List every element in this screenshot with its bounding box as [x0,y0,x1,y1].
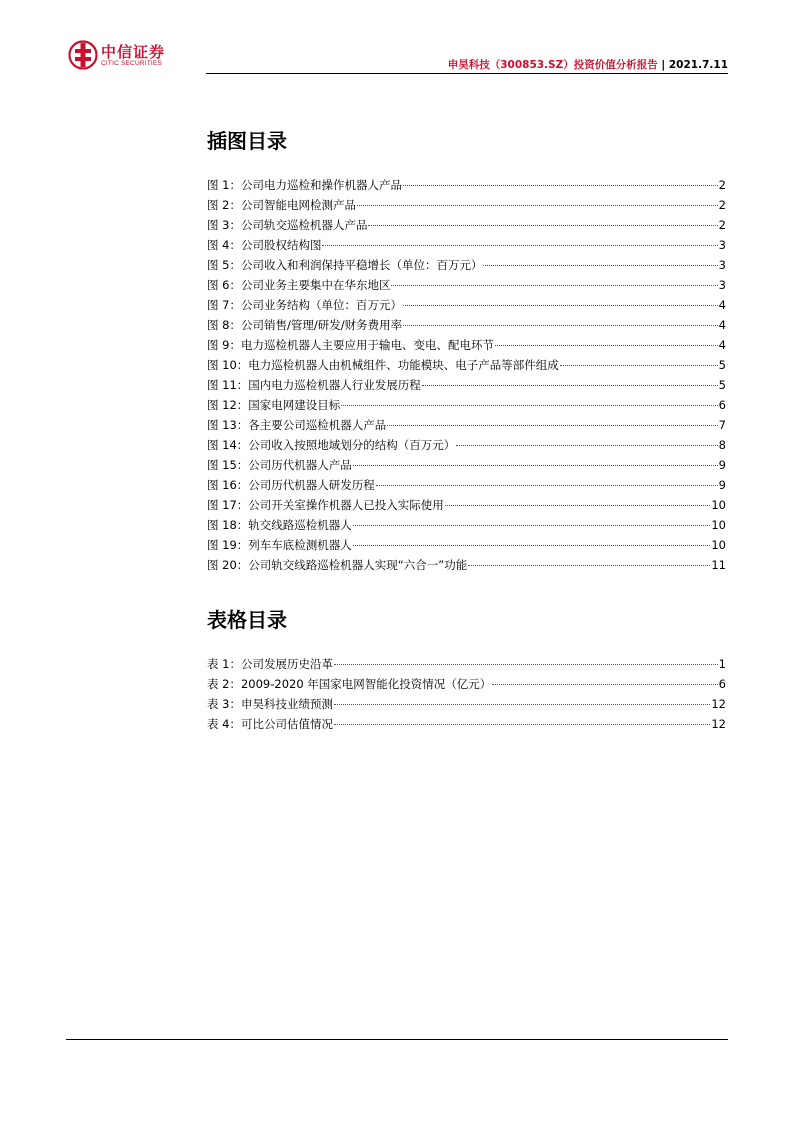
toc-entry-label: 图 15：公司历代机器人产品 [207,458,352,472]
toc-entry-page: 3 [718,238,726,252]
toc-entry[interactable] [207,277,726,297]
toc-entry[interactable] [207,457,726,477]
toc-entry-label: 图 18：轨交线路巡检机器人 [207,518,352,532]
toc-dot-leader [445,504,711,506]
toc-entry-label: 图 4：公司股权结构图 [207,238,322,252]
toc-dot-leader [468,564,710,566]
toc-dot-leader [387,424,717,426]
toc-entry-page: 11 [711,558,726,572]
toc-entry-page: 10 [711,518,726,532]
toc-entry[interactable] [207,417,726,437]
toc-entry-page: 10 [711,498,726,512]
toc-entry[interactable] [207,497,726,517]
toc-dot-leader [403,324,718,326]
toc-entry[interactable] [207,237,726,257]
toc-dot-leader [341,404,717,406]
toc-entry-page: 2 [718,198,726,212]
toc-entry-page: 4 [718,338,726,352]
toc-entry-page: 5 [718,358,726,372]
toc-entry-page: 9 [718,458,726,472]
toc-dot-leader [495,344,718,346]
toc-dot-leader [403,304,718,306]
toc-dot-leader [353,544,711,546]
toc-entry-label: 图 13：各主要公司巡检机器人产品 [207,418,387,432]
toc-entry-page: 6 [718,677,726,691]
toc-entry-label: 图 10：电力巡检机器人由机械组件、功能模块、电子产品等部件组成 [207,358,559,372]
toc-entry-page: 6 [718,398,726,412]
toc-entry[interactable] [207,537,726,557]
toc-dot-leader [322,244,717,246]
toc-entry[interactable] [207,377,726,397]
toc-entry-page: 4 [718,318,726,332]
toc-entry-label: 图 14：公司收入按照地域划分的结构（百万元） [207,438,456,452]
citic-logo [68,40,178,72]
toc-entry[interactable] [207,197,726,217]
toc-entry-label: 图 8：公司销售/管理/研发/财务费用率 [207,318,403,332]
toc-entry[interactable] [207,317,726,337]
toc-entry-label: 图 19：列车车底检测机器人 [207,538,352,552]
toc-entry[interactable] [207,437,726,457]
toc-entry[interactable] [207,716,726,736]
toc-entry-label: 图 17：公司开关室操作机器人已投入实际使用 [207,498,444,512]
citic-logo-icon [68,40,98,70]
toc-dot-leader [403,184,718,186]
toc-entry-label: 表 1：公司发展历史沿革 [207,657,333,671]
toc-entry-page: 2 [718,218,726,232]
toc-entry[interactable] [207,517,726,537]
toc-entry-label: 表 3：申昊科技业绩预测 [207,697,333,711]
toc-entry-label: 图 16：公司历代机器人研发历程 [207,478,375,492]
toc-entry-page: 2 [718,178,726,192]
toc-entry[interactable] [207,297,726,317]
toc-entry[interactable] [207,676,726,696]
toc-entry-page: 8 [718,438,726,452]
logo-chinese-name: 中信证券 [101,43,166,61]
toc-dot-leader [357,204,718,206]
toc-entry-page: 3 [718,278,726,292]
toc-dot-leader [560,364,718,366]
toc-entry-page: 5 [718,378,726,392]
toc-dot-leader [376,484,718,486]
toc-entry-label: 图 5：公司收入和利润保持平稳增长（单位：百万元） [207,258,483,272]
toc-dot-leader [492,683,717,685]
toc-entry-label: 图 11：国内电力巡检机器人行业发展历程 [207,378,421,392]
toc-entry[interactable] [207,656,726,676]
toc-dot-leader [334,703,710,705]
toc-entry-label: 表 4：可比公司估值情况 [207,717,333,731]
toc-entry-label: 图 1：公司电力巡检和操作机器人产品 [207,178,402,192]
toc-entry[interactable] [207,477,726,497]
header-rule [206,73,728,74]
report-date: 2021.7.11 [668,59,728,71]
toc-dot-leader [483,264,717,266]
toc-entry-page: 3 [718,258,726,272]
report-title: 申昊科技（300853.SZ）投资价值分析报告 [447,59,658,71]
toc-entry-page: 7 [718,418,726,432]
logo-english-name: CITIC SECURITIES [101,60,162,67]
toc-entry-page: 1 [718,657,726,671]
toc-entry-page: 9 [718,478,726,492]
figures-toc-title: 插图目录 [207,129,287,153]
toc-entry-page: 12 [711,717,726,731]
toc-entry[interactable] [207,257,726,277]
toc-dot-leader [456,444,717,446]
toc-entry-label: 图 2：公司智能电网检测产品 [207,198,356,212]
toc-entry[interactable] [207,557,726,577]
toc-entry[interactable] [207,696,726,716]
toc-entry[interactable] [207,357,726,377]
toc-entry-label: 表 2：2009-2020 年国家电网智能化投资情况（亿元） [207,677,492,691]
toc-entry[interactable] [207,337,726,357]
toc-dot-leader [422,384,718,386]
toc-dot-leader [391,284,717,286]
toc-dot-leader [353,464,718,466]
toc-entry-label: 图 9：电力巡检机器人主要应用于输电、变电、配电环节 [207,338,494,352]
figures-toc-list [207,177,726,577]
footer-rule [66,1039,728,1040]
report-header [448,57,728,72]
header-separator: | [661,59,666,71]
toc-dot-leader [334,663,718,665]
tables-toc-list [207,656,726,736]
toc-entry-label: 图 7：公司业务结构（单位：百万元） [207,298,402,312]
toc-entry[interactable] [207,217,726,237]
toc-entry[interactable] [207,177,726,197]
toc-entry-page: 12 [711,697,726,711]
toc-entry-label: 图 12：国家电网建设目标 [207,398,341,412]
toc-entry-page: 10 [711,538,726,552]
toc-dot-leader [353,524,711,526]
toc-entry-page: 4 [718,298,726,312]
toc-dot-leader [334,723,710,725]
tables-toc-title: 表格目录 [207,608,287,632]
toc-entry[interactable] [207,397,726,417]
toc-entry-label: 图 20：公司轨交线路巡检机器人实现“六合一”功能 [207,558,468,572]
toc-dot-leader [368,224,717,226]
toc-entry-label: 图 3：公司轨交巡检机器人产品 [207,218,368,232]
toc-entry-label: 图 6：公司业务主要集中在华东地区 [207,278,391,292]
